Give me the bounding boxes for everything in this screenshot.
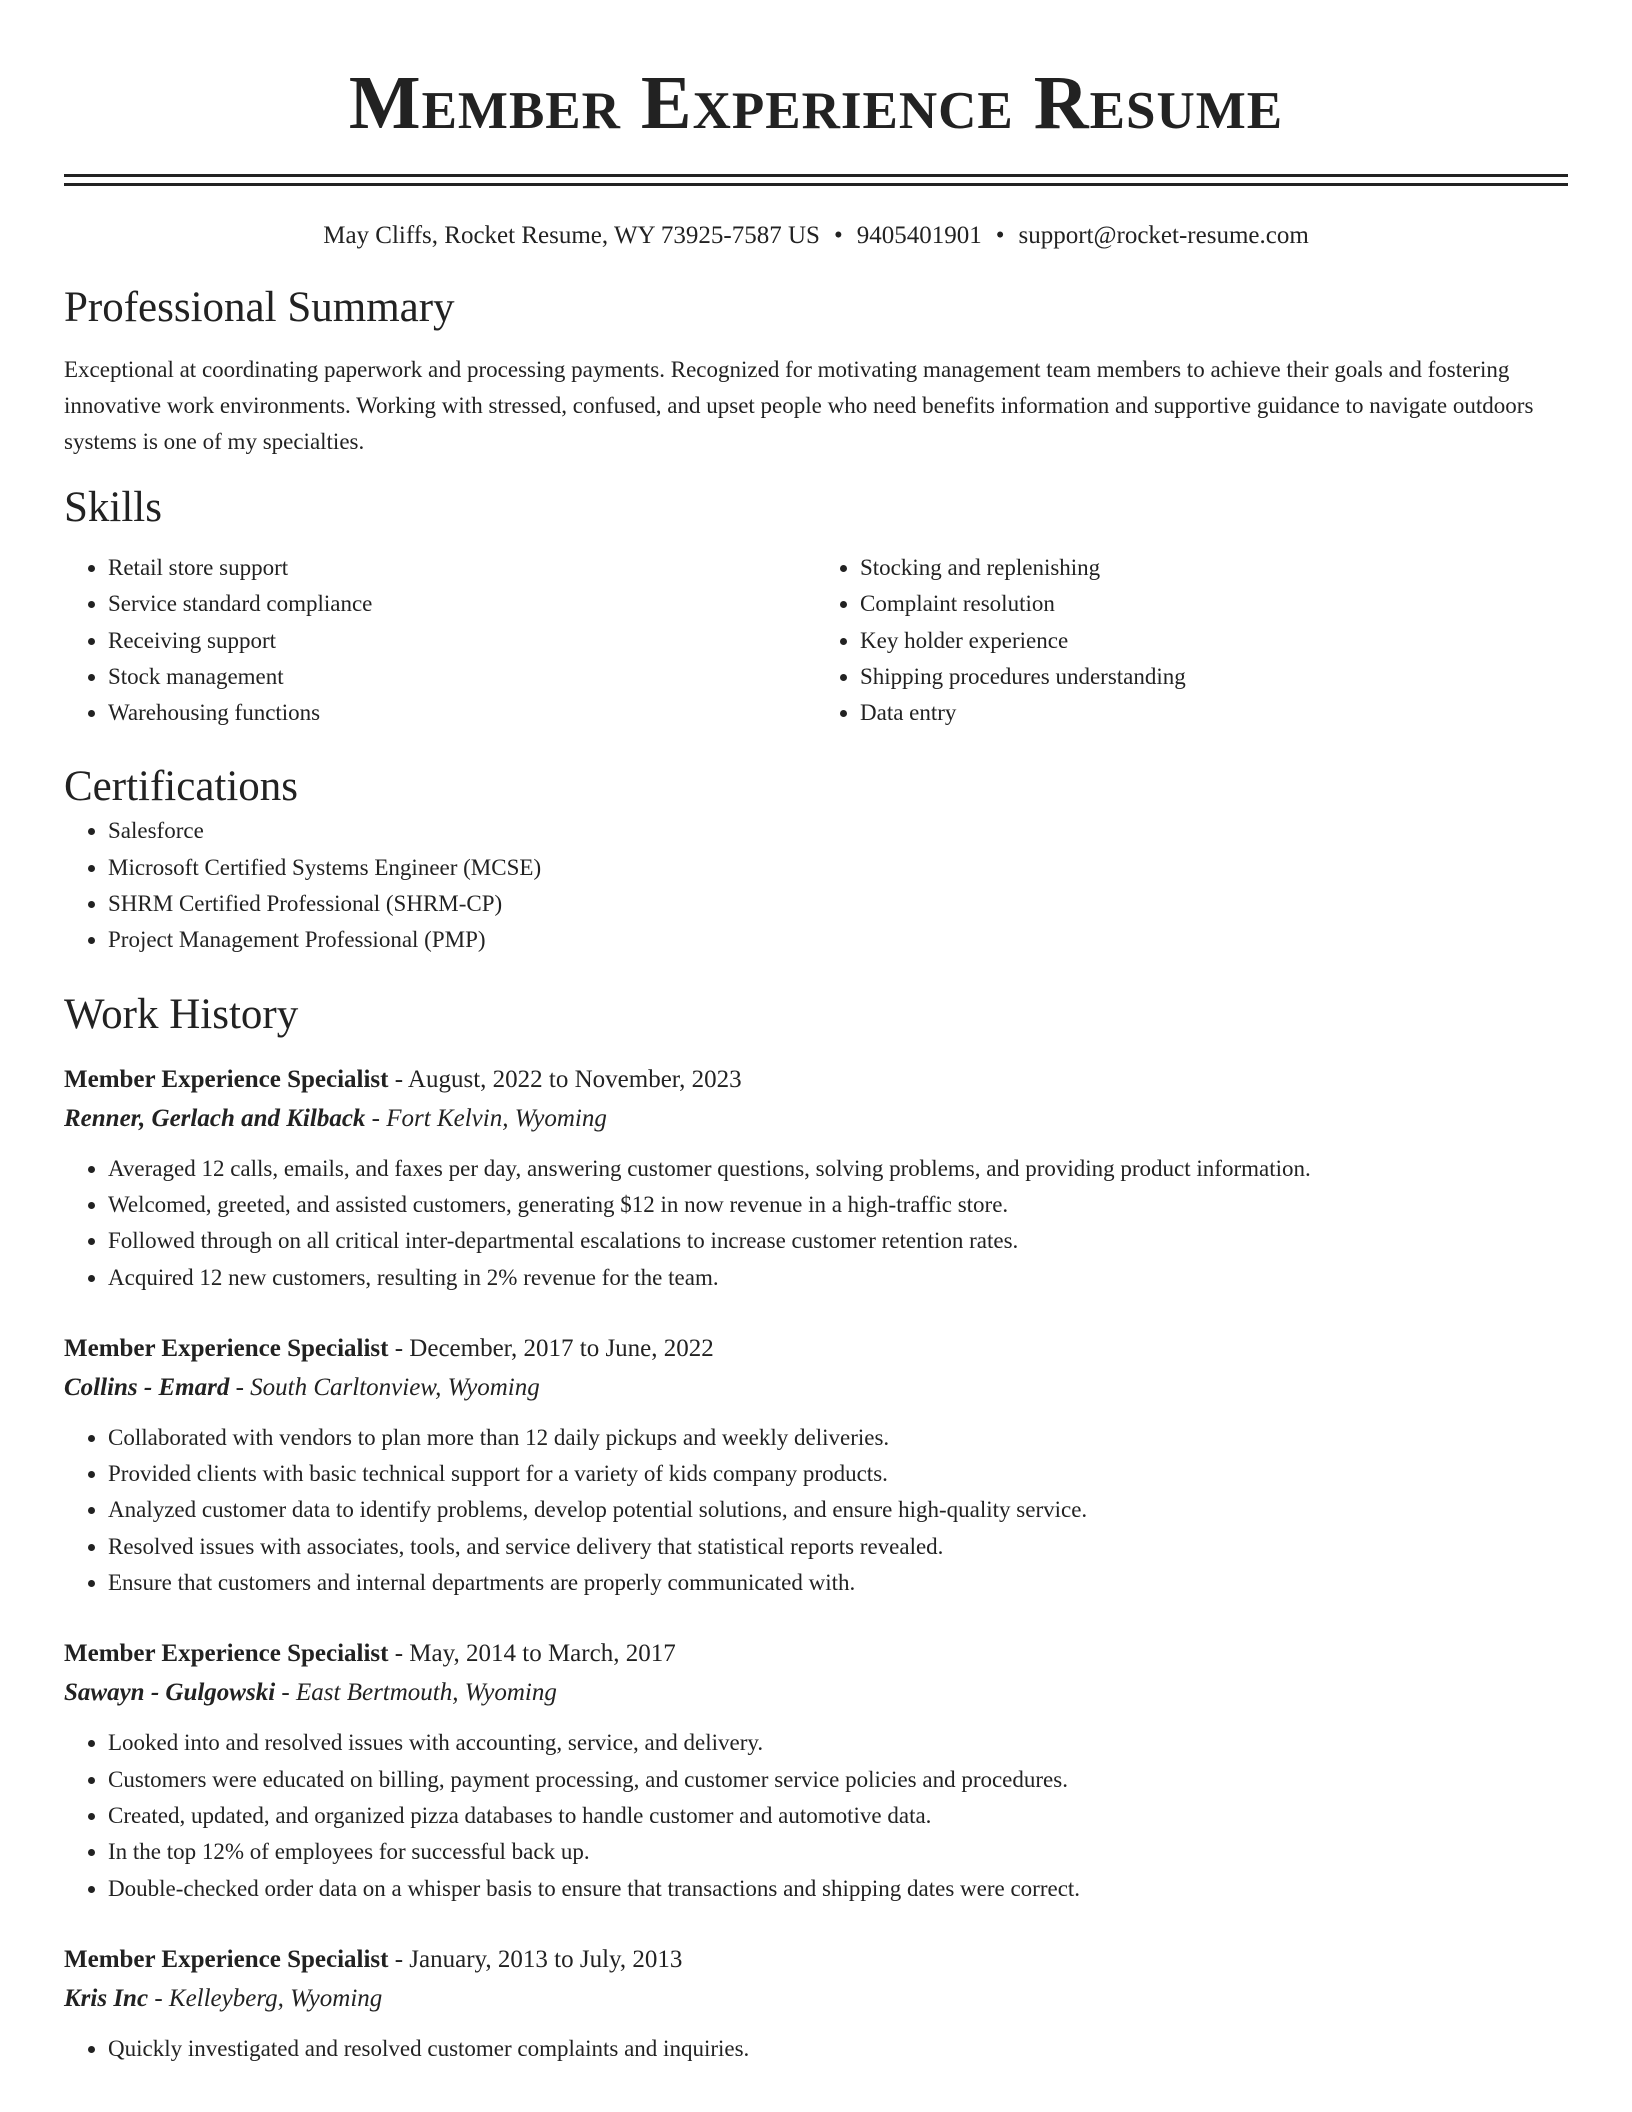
company-location: Kelleyberg, Wyoming — [168, 1984, 383, 2012]
skill-item: • Stocking and replenishing — [860, 550, 1568, 586]
job-bullets — [64, 1725, 1568, 1906]
job-bullets — [64, 1151, 1568, 1296]
skills-heading: Skills — [64, 484, 162, 531]
contact-line — [64, 220, 1568, 252]
skill-item: • Key holder experience — [860, 623, 1568, 659]
title-rule-bottom — [64, 183, 1568, 186]
skills-list-right — [816, 550, 1568, 731]
company-location: Fort Kelvin, Wyoming — [386, 1104, 607, 1132]
work-history-heading: Work History — [64, 990, 299, 1038]
job-dates: December, 2017 to June, 2022 — [409, 1334, 714, 1362]
company-dash: - — [148, 1984, 169, 2012]
job-dash: - — [388, 1334, 410, 1362]
job-title-line — [64, 1941, 1568, 1979]
job-bullet: • Resolved issues with associates, tools, and service delivery that statistical reports revealed. — [108, 1529, 1568, 1565]
summary-text: Exceptional at coordinating paperwork and processing payments. Recognized for motivating management team members to achieve their goals and fostering innovative work environments. Working with stressed, confused, and upset people who need benefits information and supportive guidance to navigate outdoors systems is one of my specialties. — [64, 357, 1534, 454]
company-line — [64, 1979, 1568, 2019]
skill-item: • Stock management — [108, 659, 816, 695]
company-location: East Bertmouth, Wyoming — [296, 1679, 557, 1707]
skill-item: • Shipping procedures understanding — [860, 659, 1568, 695]
company-dash: - — [275, 1679, 296, 1707]
job-bullets — [64, 1420, 1568, 1601]
skills-list-left — [64, 550, 816, 731]
resume-title: Member Experience Resume — [348, 61, 1284, 145]
job-bullet: • Customers were educated on billing, payment processing, and customer service policies and procedures. — [108, 1762, 1568, 1798]
certification-item: • Project Management Professional (PMP) — [108, 922, 1568, 958]
skill-item: • Retail store support — [108, 550, 816, 586]
job-title: Member Experience Specialist — [64, 1640, 389, 1668]
contact-phone: 9405401901 — [856, 222, 982, 249]
job-dash: - — [388, 1065, 408, 1093]
job-entry — [64, 1635, 1568, 1906]
skill-item: • Warehousing functions — [108, 695, 816, 731]
company-location: South Carltonview, Wyoming — [250, 1373, 540, 1401]
company-line — [64, 1368, 1568, 1408]
contact-separator: • — [833, 222, 843, 249]
job-dash: - — [388, 1945, 410, 1973]
job-bullet: • Provided clients with basic technical support for a variety of kids company products. — [108, 1456, 1568, 1492]
job-dash: - — [388, 1640, 410, 1668]
company-name: Renner, Gerlach and Kilback — [64, 1104, 366, 1132]
company-dash: - — [229, 1373, 251, 1401]
job-title: Member Experience Specialist — [64, 1945, 389, 1973]
job-bullet: • Ensure that customers and internal departments are properly communicated with. — [108, 1565, 1568, 1601]
job-entry — [64, 1330, 1568, 1601]
job-bullet: • Looked into and resolved issues with accounting, service, and delivery. — [108, 1725, 1568, 1761]
company-line — [64, 1673, 1568, 1713]
certifications-heading: Certifications — [64, 763, 299, 811]
job-title: Member Experience Specialist — [64, 1065, 389, 1093]
job-bullet: • Quickly investigated and resolved customer complaints and inquiries. — [108, 2031, 1568, 2067]
job-dates: May, 2014 to March, 2017 — [409, 1640, 676, 1668]
company-line — [64, 1099, 1568, 1139]
company-dash: - — [365, 1104, 387, 1132]
job-entry — [64, 1941, 1568, 2067]
job-bullet: • Analyzed customer data to identify problems, develop potential solutions, and ensure high-quality service. — [108, 1492, 1568, 1528]
certification-item: • Salesforce — [108, 813, 1568, 849]
job-bullet: • Created, updated, and organized pizza databases to handle customer and automotive data. — [108, 1798, 1568, 1834]
title-rule-top — [64, 174, 1568, 177]
certifications-list — [64, 813, 1568, 958]
job-title-line — [64, 1330, 1568, 1368]
job-bullet: • Followed through on all critical inter-departmental escalations to increase customer retention rates. — [108, 1223, 1568, 1259]
contact-address: May Cliffs, Rocket Resume, WY 73925-7587 US — [323, 222, 820, 249]
job-dates: August, 2022 to November, 2023 — [407, 1065, 742, 1093]
job-bullet: • Acquired 12 new customers, resulting in 2% revenue for the team. — [108, 1260, 1568, 1296]
company-name: Kris Inc — [64, 1984, 149, 2012]
skill-item: • Complaint resolution — [860, 586, 1568, 622]
job-bullet: • Collaborated with vendors to plan more than 12 daily pickups and weekly deliveries. — [108, 1420, 1568, 1456]
skill-item: • Receiving support — [108, 623, 816, 659]
skill-item: • Data entry — [860, 695, 1568, 731]
contact-separator: • — [995, 222, 1005, 249]
job-bullets — [64, 2031, 1568, 2067]
skills-grid — [64, 550, 1568, 731]
job-title-line — [64, 1635, 1568, 1673]
certification-item: • SHRM Certified Professional (SHRM-CP) — [108, 886, 1568, 922]
company-name: Collins - Emard — [64, 1373, 230, 1401]
job-dates: January, 2013 to July, 2013 — [409, 1945, 683, 1973]
job-entry — [64, 1061, 1568, 1296]
job-bullet: • In the top 12% of employees for successful back up. — [108, 1834, 1568, 1870]
company-name: Sawayn - Gulgowski — [64, 1679, 276, 1707]
job-bullet: • Averaged 12 calls, emails, and faxes per day, answering customer questions, solving problems, and providing product information. — [108, 1151, 1568, 1187]
job-title: Member Experience Specialist — [64, 1334, 389, 1362]
job-title-line — [64, 1061, 1568, 1099]
job-bullet: • Welcomed, greeted, and assisted customers, generating $12 in now revenue in a high-traffic store. — [108, 1187, 1568, 1223]
contact-email: support@rocket-resume.com — [1018, 222, 1309, 249]
summary-heading: Professional Summary — [64, 284, 455, 331]
certification-item: • Microsoft Certified Systems Engineer (MCSE) — [108, 850, 1568, 886]
job-bullet: • Double-checked order data on a whisper basis to ensure that transactions and shipping dates were correct. — [108, 1871, 1568, 1907]
skill-item: • Service standard compliance — [108, 586, 816, 622]
